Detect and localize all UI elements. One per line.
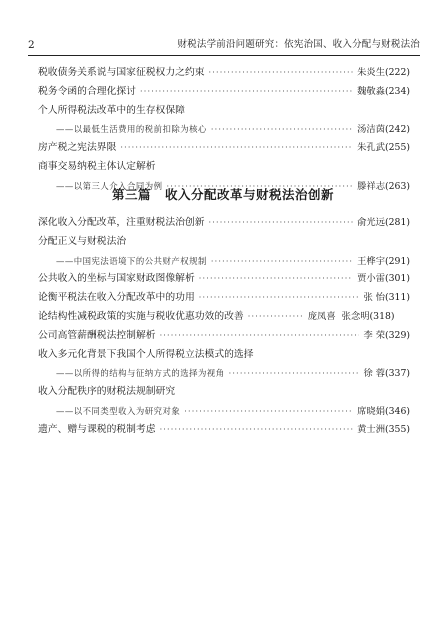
- toc-section-part-three: [38, 214, 410, 440]
- part-heading: [0, 185, 446, 203]
- entry-author-page: 贾小雷(301): [357, 273, 410, 285]
- page-header: [28, 38, 420, 54]
- part-title: 收入分配改革与财税法治创新: [165, 187, 335, 202]
- toc-entry[interactable]: [38, 64, 410, 83]
- entry-author-page: 滕祥志(263): [357, 180, 410, 192]
- toc-entry[interactable]: [38, 83, 410, 102]
- dot-leader: [209, 214, 354, 233]
- toc-entry[interactable]: [38, 289, 410, 308]
- part-label: 第三篇: [111, 187, 151, 202]
- entry-subtitle: ——以所得的结构与征纳方式的选择为视角: [56, 368, 225, 379]
- entry-subtitle: ——中国宪法语境下的公共财产权规制: [56, 255, 207, 266]
- entry-author-page: 席晓娟(346): [357, 405, 410, 417]
- entry-author-page: 黄士洲(355): [357, 423, 410, 435]
- toc-entry[interactable]: [38, 421, 410, 440]
- entry-author-page: 朱孔武(255): [357, 142, 410, 154]
- entry-author-page: 朱炎生(222): [357, 67, 410, 78]
- entry-title: 分配正义与财税法治: [38, 235, 127, 247]
- running-title: 财税法学前沿问题研究：依宪治国、收入分配与财税法治: [177, 39, 420, 50]
- dot-leader: [211, 121, 353, 140]
- toc-entry-subtitle[interactable]: [38, 364, 410, 383]
- entry-title: 收入分配秩序的财税法规制研究: [38, 386, 176, 398]
- dot-leader: [211, 253, 353, 272]
- entry-title: 公司高管薪酬税法控制解析: [38, 329, 156, 341]
- dot-leader: [229, 365, 360, 384]
- toc-entry-subtitle[interactable]: [38, 402, 410, 421]
- dot-leader: [199, 289, 360, 308]
- entry-author-page: 魏敬淼(234): [357, 85, 410, 97]
- dot-leader: [248, 308, 304, 327]
- toc-entry-subtitle[interactable]: [38, 252, 410, 271]
- dot-leader: [184, 403, 353, 422]
- toc-entry-heading[interactable]: [38, 383, 410, 402]
- entry-title: 税收债务关系说与国家征税权力之约束: [38, 67, 205, 78]
- entry-title: 个人所得税法改革中的生存权保障: [38, 104, 185, 116]
- entry-author-page: 徐 蓉(337): [363, 368, 410, 380]
- entry-coauthor: 庞凤喜: [307, 310, 336, 322]
- dot-leader: [199, 270, 353, 289]
- entry-title: 论衡平税法在收入分配改革中的功用: [38, 292, 195, 304]
- entry-author-page: 张念明(318): [341, 310, 395, 322]
- entry-author-page: 李 荣(329): [363, 329, 410, 341]
- toc-entry[interactable]: [38, 139, 410, 158]
- entry-title: 论结构性减税政策的实施与税收优惠功效的改善: [38, 310, 244, 322]
- entry-author-page: 俞光远(281): [357, 217, 410, 228]
- toc-entry[interactable]: [38, 308, 410, 327]
- entry-title: 收入多元化背景下我国个人所得税立法模式的选择: [38, 348, 254, 360]
- entry-title: 房产税之宪法界限: [38, 142, 117, 154]
- toc-section-continued: [38, 64, 410, 196]
- dot-leader: [209, 64, 354, 83]
- toc-entry-heading[interactable]: [38, 102, 410, 121]
- toc-entry-heading[interactable]: [38, 346, 410, 365]
- toc-entry[interactable]: [38, 327, 410, 346]
- toc-entry-heading[interactable]: [38, 233, 410, 252]
- entry-title: 遗产、赠与课税的税制考虑: [38, 423, 156, 435]
- entry-title: 深化收入分配改革，注重财税法治创新: [38, 217, 205, 228]
- dot-leader: [120, 139, 353, 158]
- entry-author-page: 王桦宇(291): [357, 255, 410, 267]
- entry-author-page: 汤洁茵(242): [357, 124, 410, 136]
- dot-leader: [160, 327, 360, 346]
- entry-subtitle: ——以不同类型收入为研究对象: [56, 405, 181, 416]
- toc-entry-heading[interactable]: [38, 158, 410, 177]
- dot-leader: [140, 83, 353, 102]
- entry-title: 公共收入的坐标与国家财政图像解析: [38, 273, 195, 285]
- entry-title: 税务令函的合理化探讨: [38, 85, 136, 97]
- entry-author-page: 张 怡(311): [363, 292, 410, 304]
- toc-entry[interactable]: [38, 270, 410, 289]
- page-number: 2: [28, 39, 35, 51]
- toc-entry-subtitle[interactable]: [38, 120, 410, 139]
- entry-subtitle: ——以最低生活费用的税前扣除为核心: [56, 124, 207, 135]
- header-divider: [28, 55, 420, 56]
- entry-title: 商事交易纳税主体认定解析: [38, 160, 156, 172]
- dot-leader: [160, 421, 354, 440]
- entry-subtitle: ——以第三人介入合同为例: [56, 180, 163, 191]
- toc-entry[interactable]: [38, 214, 410, 233]
